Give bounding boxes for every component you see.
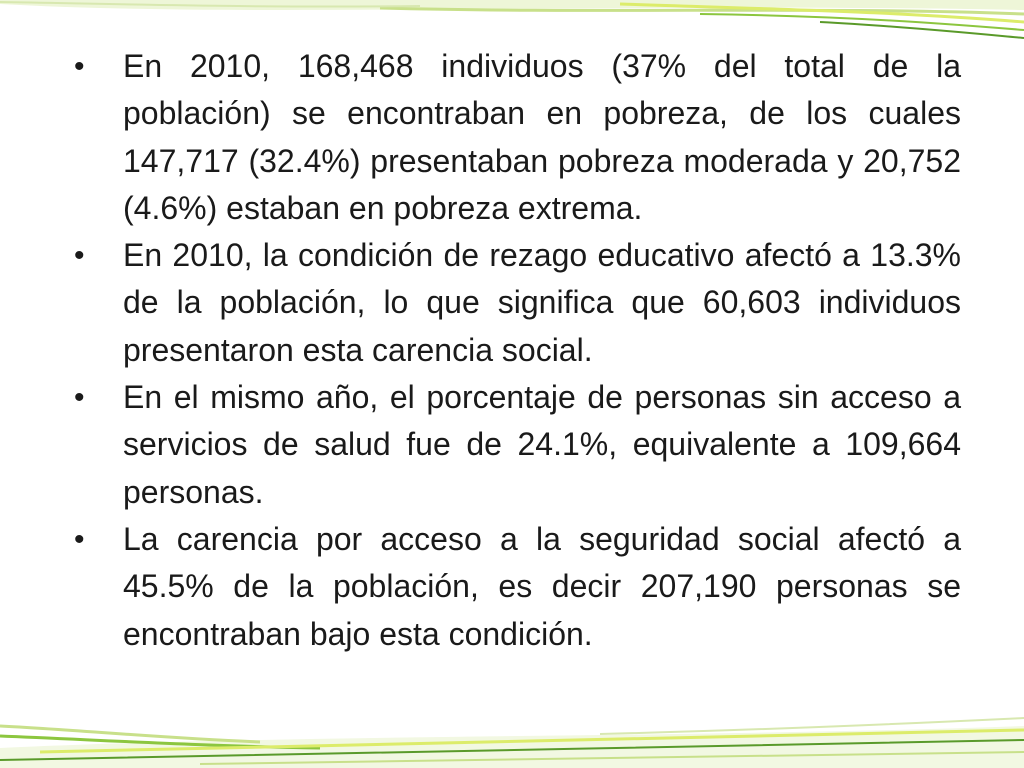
top-green-wave-decoration — [0, 0, 1024, 48]
bullet-item-poverty — [60, 43, 961, 232]
bullet-point-icon: • — [74, 239, 85, 273]
bullet-text: En el mismo año, el porcentaje de personas sin acceso a servicios de salud fue de 24.1%, equivalente a 109,664 personas. — [123, 379, 961, 510]
bullet-point-icon: • — [74, 522, 85, 556]
bullet-item-education — [60, 232, 961, 374]
bullet-item-social-security — [60, 516, 961, 658]
bullet-text: En 2010, la condición de rezago educativo afectó a 13.3% de la población, lo que significa que 60,603 individuos presentaron esta carencia social. — [123, 237, 961, 368]
bullet-item-health — [60, 374, 961, 516]
bullet-text: En 2010, 168,468 individuos (37% del total de la población) se encontraban en pobreza, de los cuales 147,717 (32.4%) presentaban pobreza moderada y 20,752 (4.6%) estaban en pobreza extrema. — [123, 48, 961, 226]
bullet-point-icon: • — [74, 50, 85, 83]
bullet-list — [60, 43, 961, 658]
bullet-point-icon: • — [74, 381, 85, 415]
bottom-green-wave-decoration — [0, 712, 1024, 768]
bullet-text: La carencia por acceso a la seguridad social afectó a 45.5% de la población, es decir 207,190 personas se encontraban bajo esta condición. — [123, 520, 961, 652]
